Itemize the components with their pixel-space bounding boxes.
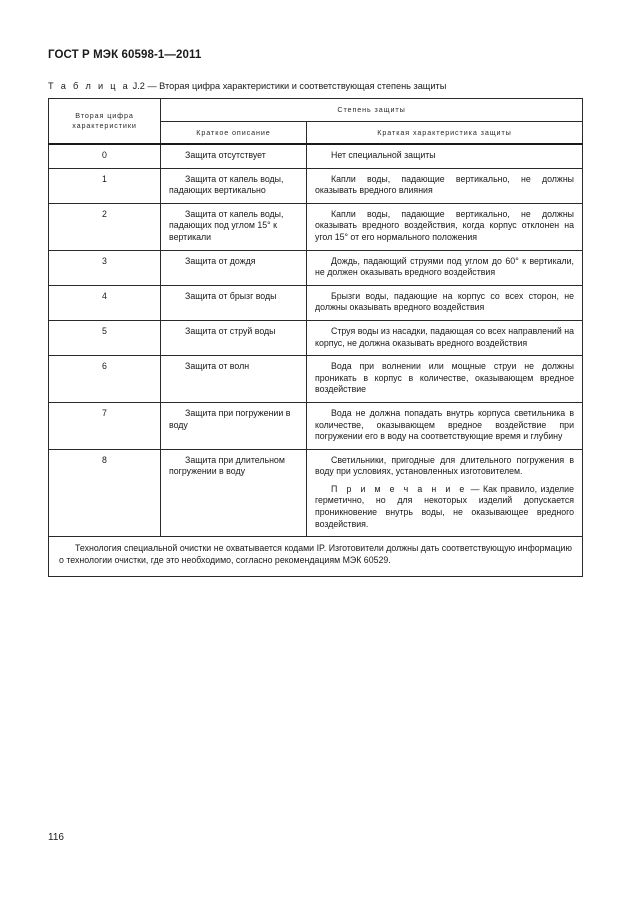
row-long-description: Брызги воды, падающие на корпус со всех сторон, не должны оказывать вредного воздействия <box>315 290 574 313</box>
document-header: ГОСТ Р МЭК 60598-1—2011 <box>48 49 202 61</box>
table-caption-label: Т а б л и ц а <box>48 81 131 91</box>
table-caption <box>48 81 446 91</box>
note-text: — Как правило, изделие герметично, но для некоторых изделий допускается проникновение внутрь воды, не оказывающее вредного воздействия. <box>315 483 574 529</box>
row-long-description: Вода при волнении или мощные струи не должны проникать в корпус в количестве, оказывающем вредное воздействие <box>315 361 574 395</box>
table-row <box>49 285 583 320</box>
table-row <box>49 250 583 285</box>
row-long-description: Светильники, пригодные для длительного погружения в воду при условиях, установленных изготовителем. <box>315 454 574 477</box>
row-code: 1 <box>49 168 161 203</box>
row-long-description: Струя воды из насадки, падающая со всех направлений на корпус, не должна оказывать вредного воздействия <box>315 325 574 348</box>
row-note <box>315 484 574 530</box>
row-long-description: Капли воды, падающие вертикально, не должны оказывать вредного воздействия, когда корпус отклонен на угол 15° от его нормального положения <box>315 208 574 242</box>
table-caption-text: J.2 — Вторая цифра характеристики и соответствующая степень защиты <box>130 81 447 91</box>
protection-degree-table <box>48 98 583 577</box>
row-long-description: Вода не должна попадать внутрь корпуса светильника в количестве, оказывающем вредное воздействие при погружении его в воду на соответствующие время и глубину <box>315 407 574 442</box>
row-short-description: Защита от дождя <box>185 255 256 266</box>
row-short-description: Защита от струй воды <box>185 325 276 336</box>
table-row <box>49 168 583 203</box>
row-short-description: Защита от капель воды, падающих вертикально <box>169 173 284 196</box>
row-short-description: Защита отсутствует <box>185 150 266 160</box>
row-short-description: Защита при длительном погружении в воду <box>169 454 285 477</box>
row-code: 3 <box>49 250 161 285</box>
table-row <box>49 356 583 403</box>
row-short-description: Защита от волн <box>185 361 250 372</box>
row-code: 6 <box>49 356 161 403</box>
row-code: 0 <box>49 144 161 168</box>
row-code: 5 <box>49 320 161 355</box>
row-code: 7 <box>49 402 161 449</box>
row-code: 4 <box>49 285 161 320</box>
row-code: 2 <box>49 203 161 250</box>
row-long-description: Нет специальной защиты <box>331 150 436 160</box>
table-row <box>49 449 583 537</box>
table-row <box>49 320 583 355</box>
row-long-description: Дождь, падающий струями под углом до 60° к вертикали, не должен оказывать вредного воздействия <box>315 255 574 278</box>
table-row <box>49 402 583 449</box>
note-label: П р и м е ч а н и е <box>331 483 468 494</box>
table-footer-note: Технология специальной очистки не охватывается кодами IP. Изготовители должны дать соответствующую информацию о технологии очистки, где это необходимо, согласно рекомендациям МЭК 60529. <box>59 543 572 565</box>
row-short-description: Защита от капель воды, падающих под углом 15° к вертикали <box>169 208 284 242</box>
table-row <box>49 144 583 168</box>
row-short-description: Защита от брызг воды <box>185 290 277 301</box>
row-long-description: Капли воды, падающие вертикально, не должны оказывать вредного влияния <box>315 173 574 196</box>
row-short-description: Защита при погружении в воду <box>169 407 291 430</box>
column-header-group: Степень защиты <box>161 99 583 122</box>
row-code: 8 <box>49 449 161 537</box>
column-header-short: Краткое описание <box>161 121 307 144</box>
page-number: 116 <box>48 832 64 843</box>
table-footer-row <box>49 537 583 577</box>
column-header-long: Краткая характеристика защиты <box>307 121 583 144</box>
column-header-code: Вторая цифра характеристики <box>49 99 161 145</box>
table-row <box>49 203 583 250</box>
